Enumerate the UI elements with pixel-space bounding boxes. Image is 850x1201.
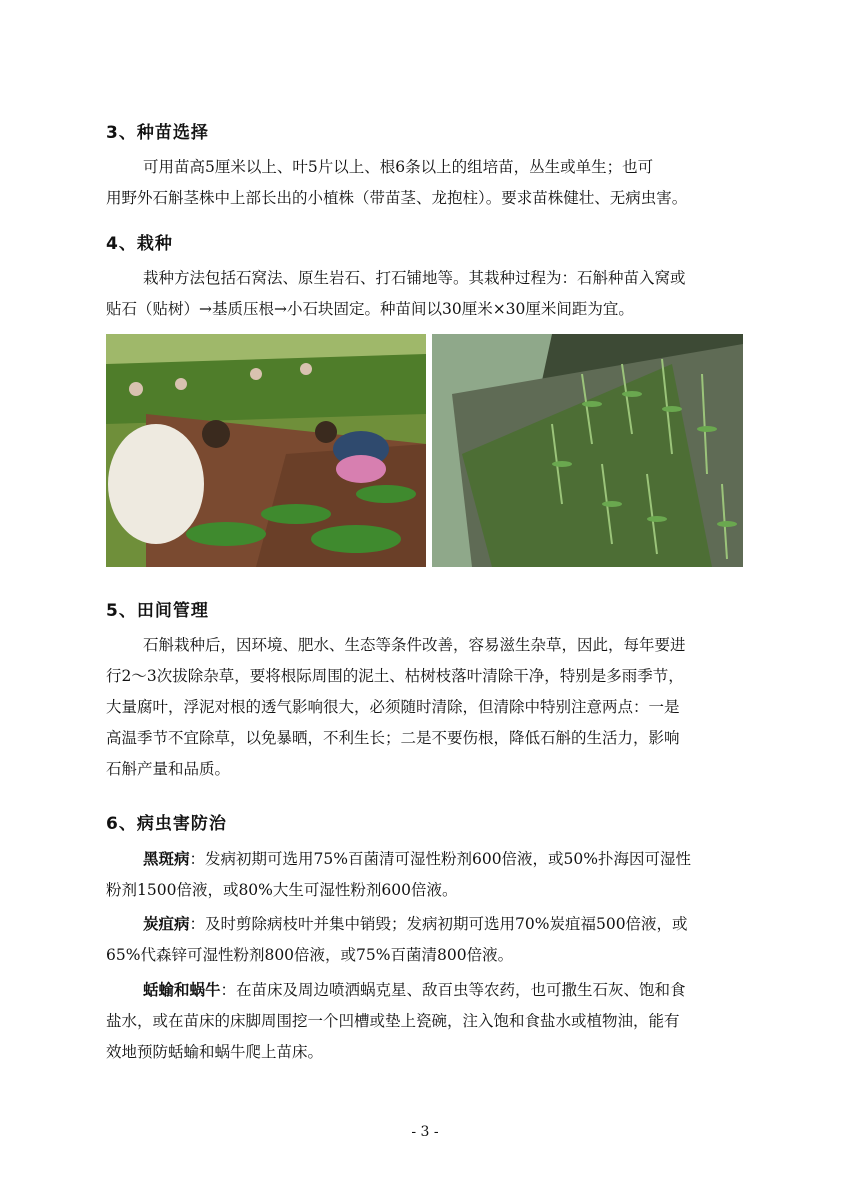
photo-workers-planting-seedlings (106, 334, 426, 567)
text-line: 用野外石斛茎株中上部长出的小植株（带苗茎、龙抱柱）。要求苗株健壮、无病虫害。 (106, 189, 688, 207)
text-line: 石斛栽种后，因环境、肥水、生态等条件改善，容易滋生杂草，因此，每年要进 (143, 636, 686, 654)
paragraph-slugs-snails (106, 974, 746, 1068)
text-line: 高温季节不宜除草，以免暴晒，不利生长；二是不要伤根，降低石斛的生活力，影响 (106, 729, 680, 747)
text-line: 可用苗高5厘米以上、叶5片以上、根6条以上的组培苗，丛生或单生；也可 (143, 158, 654, 176)
text-line: 效地预防蛞蝓和蜗牛爬上苗床。 (106, 1043, 324, 1061)
text-line: 大量腐叶，浮泥对根的透气影响很大，必须随时清除，但清除中特别注意两点：一是 (106, 698, 680, 716)
text-line: 粉剂1500倍液，或80%大生可湿性粉剂600倍液。 (106, 881, 458, 899)
disease-term: 炭疽病 (143, 914, 190, 933)
heading-planting: 4、栽种 (106, 234, 173, 254)
text-span: ：发病初期可选用75%百菌清可湿性粉剂600倍液，或50%扑海因可湿性 (189, 850, 692, 868)
text-line (106, 843, 746, 875)
text-line: 贴石（贴树）→基质压根→小石块固定。种苗间以30厘米×30厘米间距为宜。 (106, 300, 634, 318)
paragraph-black-spot (106, 843, 746, 906)
text-line: 行2～3次拔除杂草，要将根际周围的泥土、枯树枝落叶清除干净，特别是多雨季节， (106, 667, 684, 685)
page-number: - 3 - (411, 1124, 439, 1140)
paragraph-seedling-selection (106, 152, 746, 214)
paragraph-field-management (106, 630, 746, 785)
text-line: 65%代森锌可湿性粉剂800倍液，或75%百菌清800倍液。 (106, 946, 514, 964)
text-line: 栽种方法包括石窝法、原生岩石、打石铺地等。其栽种过程为：石斛种苗入窝或 (143, 269, 686, 287)
text-span: ：在苗床及周边喷洒蜗克星、敌百虫等农药，也可撒生石灰、饱和食 (220, 981, 686, 999)
heading-pest-control: 6、病虫害防治 (106, 814, 227, 834)
heading-field-management: 5、田间管理 (106, 601, 209, 621)
text-span: ：及时剪除病枝叶并集中销毁；发病初期可选用70%炭疽福500倍液，或 (189, 915, 688, 933)
pest-term: 蛞蝓和蜗牛 (143, 980, 221, 999)
text-line: 盐水，或在苗床的床脚周围挖一个凹槽或垫上瓷碗，注入饱和食盐水或植物油，能有 (106, 1012, 680, 1030)
heading-seedling-selection: 3、种苗选择 (106, 123, 209, 143)
photo-dendrobium-on-rock (432, 334, 743, 567)
disease-term: 黑斑病 (143, 849, 190, 868)
paragraph-anthracnose (106, 908, 746, 971)
text-line: 石斛产量和品质。 (106, 760, 231, 778)
text-line (106, 908, 746, 940)
paragraph-planting (106, 263, 746, 325)
text-line (106, 974, 746, 1006)
